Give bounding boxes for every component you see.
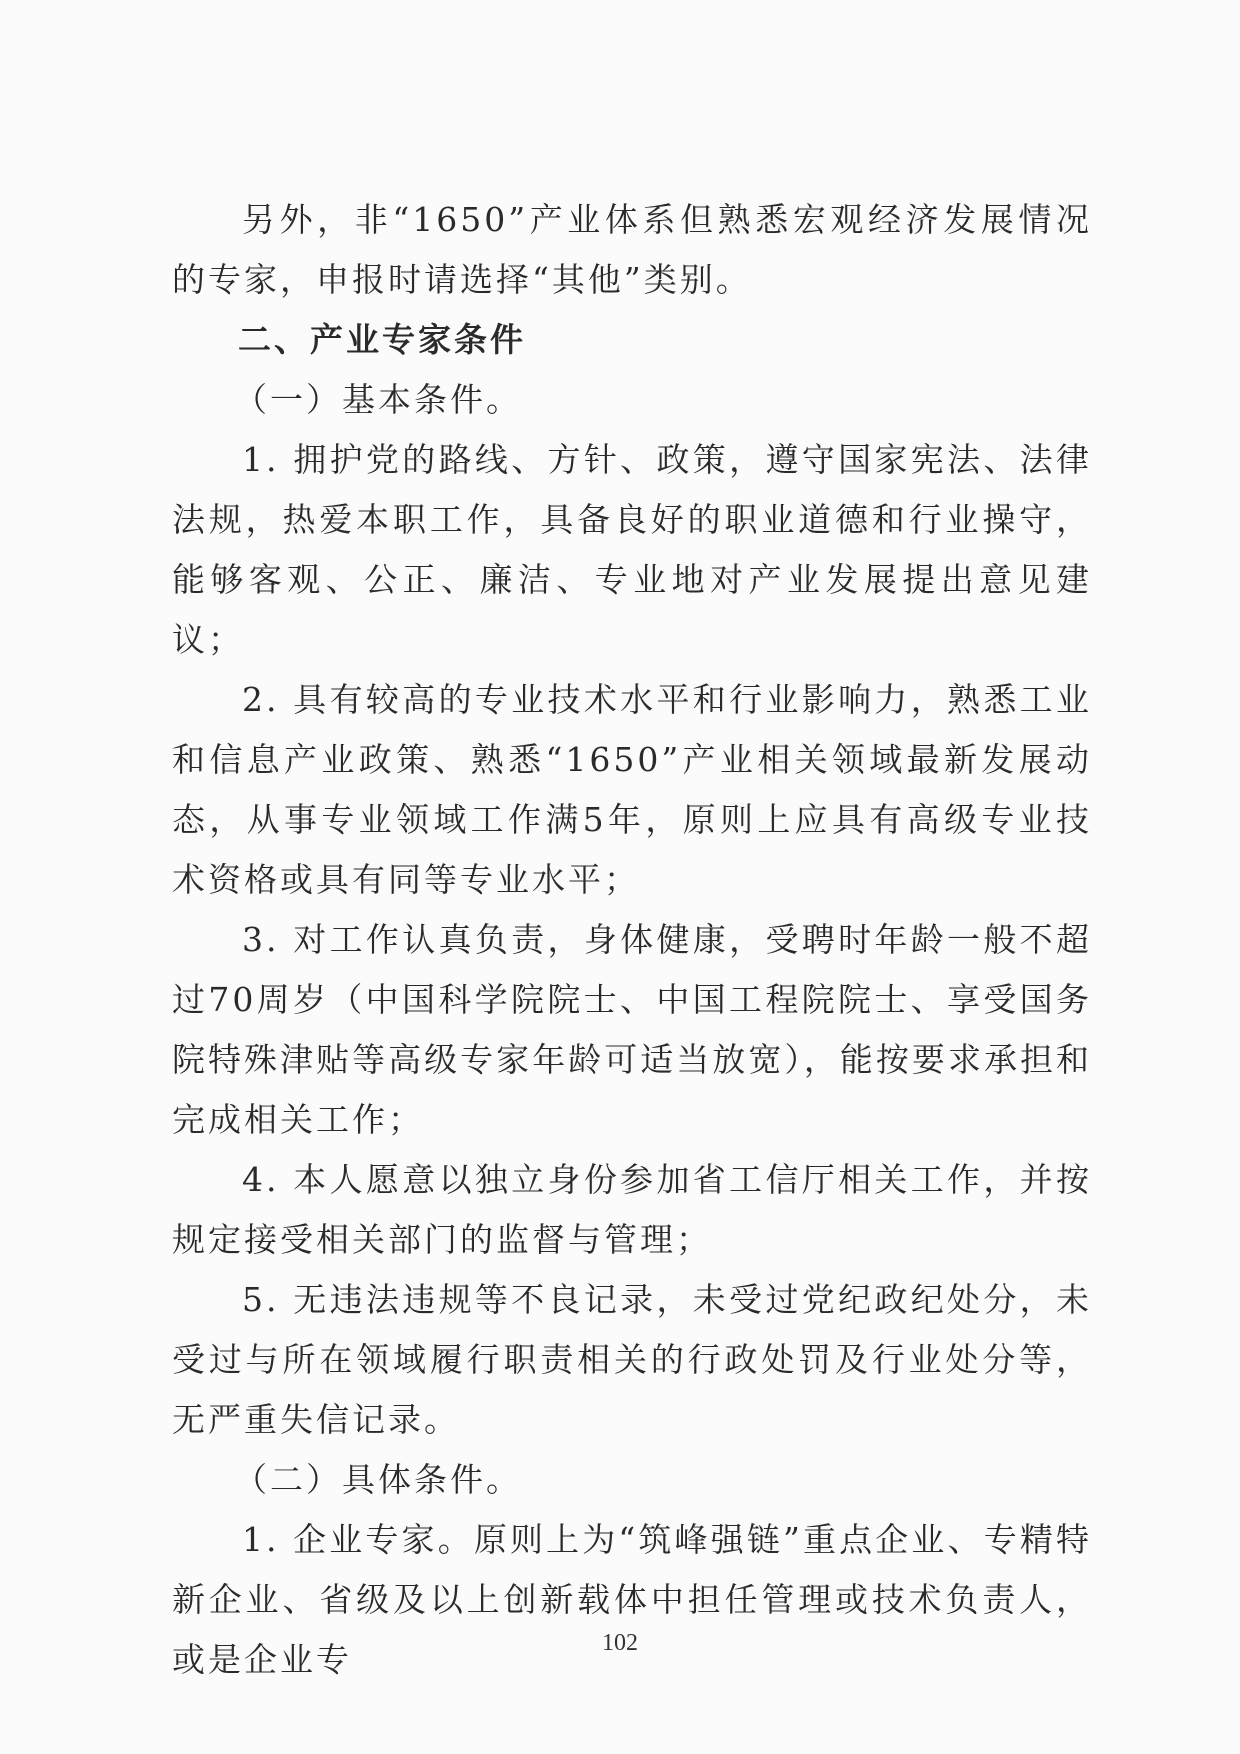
paragraph-condition-4: 4. 本人愿意以独立身份参加省工信厅相关工作，并按规定接受相关部门的监督与管理； <box>172 1160 1092 1259</box>
subsection-heading-specific-conditions: （二）具体条件。 <box>234 1460 522 1499</box>
section-heading-expert-conditions: 二、产业专家条件 <box>238 320 526 359</box>
paragraph-condition-2: 2. 具有较高的专业技术水平和行业影响力，熟悉工业和信息产业政策、熟悉“1650”产业相关领域最新发展动态，从事专业领域工作满5年，原则上应具有高级专业技术资格或具有同等专业水平； <box>172 680 1092 899</box>
paragraph-enterprise-expert: 1. 企业专家。原则上为“筑峰强链”重点企业、专精特新企业、省级及以上创新载体中担任管理或技术负责人，或是企业专 <box>172 1520 1092 1679</box>
page-number: 102 <box>602 1630 638 1656</box>
paragraph-condition-1: 1. 拥护党的路线、方针、政策，遵守国家宪法、法律法规，热爱本职工作，具备良好的职业道德和行业操守，能够客观、公正、廉洁、专业地对产业发展提出意见建议； <box>172 440 1092 659</box>
paragraph-condition-3: 3. 对工作认真负责，身体健康，受聘时年龄一般不超过70周岁（中国科学院院士、中国工程院院士、享受国务院特殊津贴等高级专家年龄可适当放宽），能按要求承担和完成相关工作； <box>172 920 1092 1139</box>
paragraph-other-category-note: 另外，非“1650”产业体系但熟悉宏观经济发展情况的专家，申报时请选择“其他”类别。 <box>172 200 1092 299</box>
document-body <box>172 190 1092 1690</box>
subsection-heading-basic-conditions: （一）基本条件。 <box>234 380 522 419</box>
paragraph-condition-5: 5. 无违法违规等不良记录，未受过党纪政纪处分，未受过与所在领域履行职责相关的行政处罚及行业处分等，无严重失信记录。 <box>172 1280 1092 1439</box>
